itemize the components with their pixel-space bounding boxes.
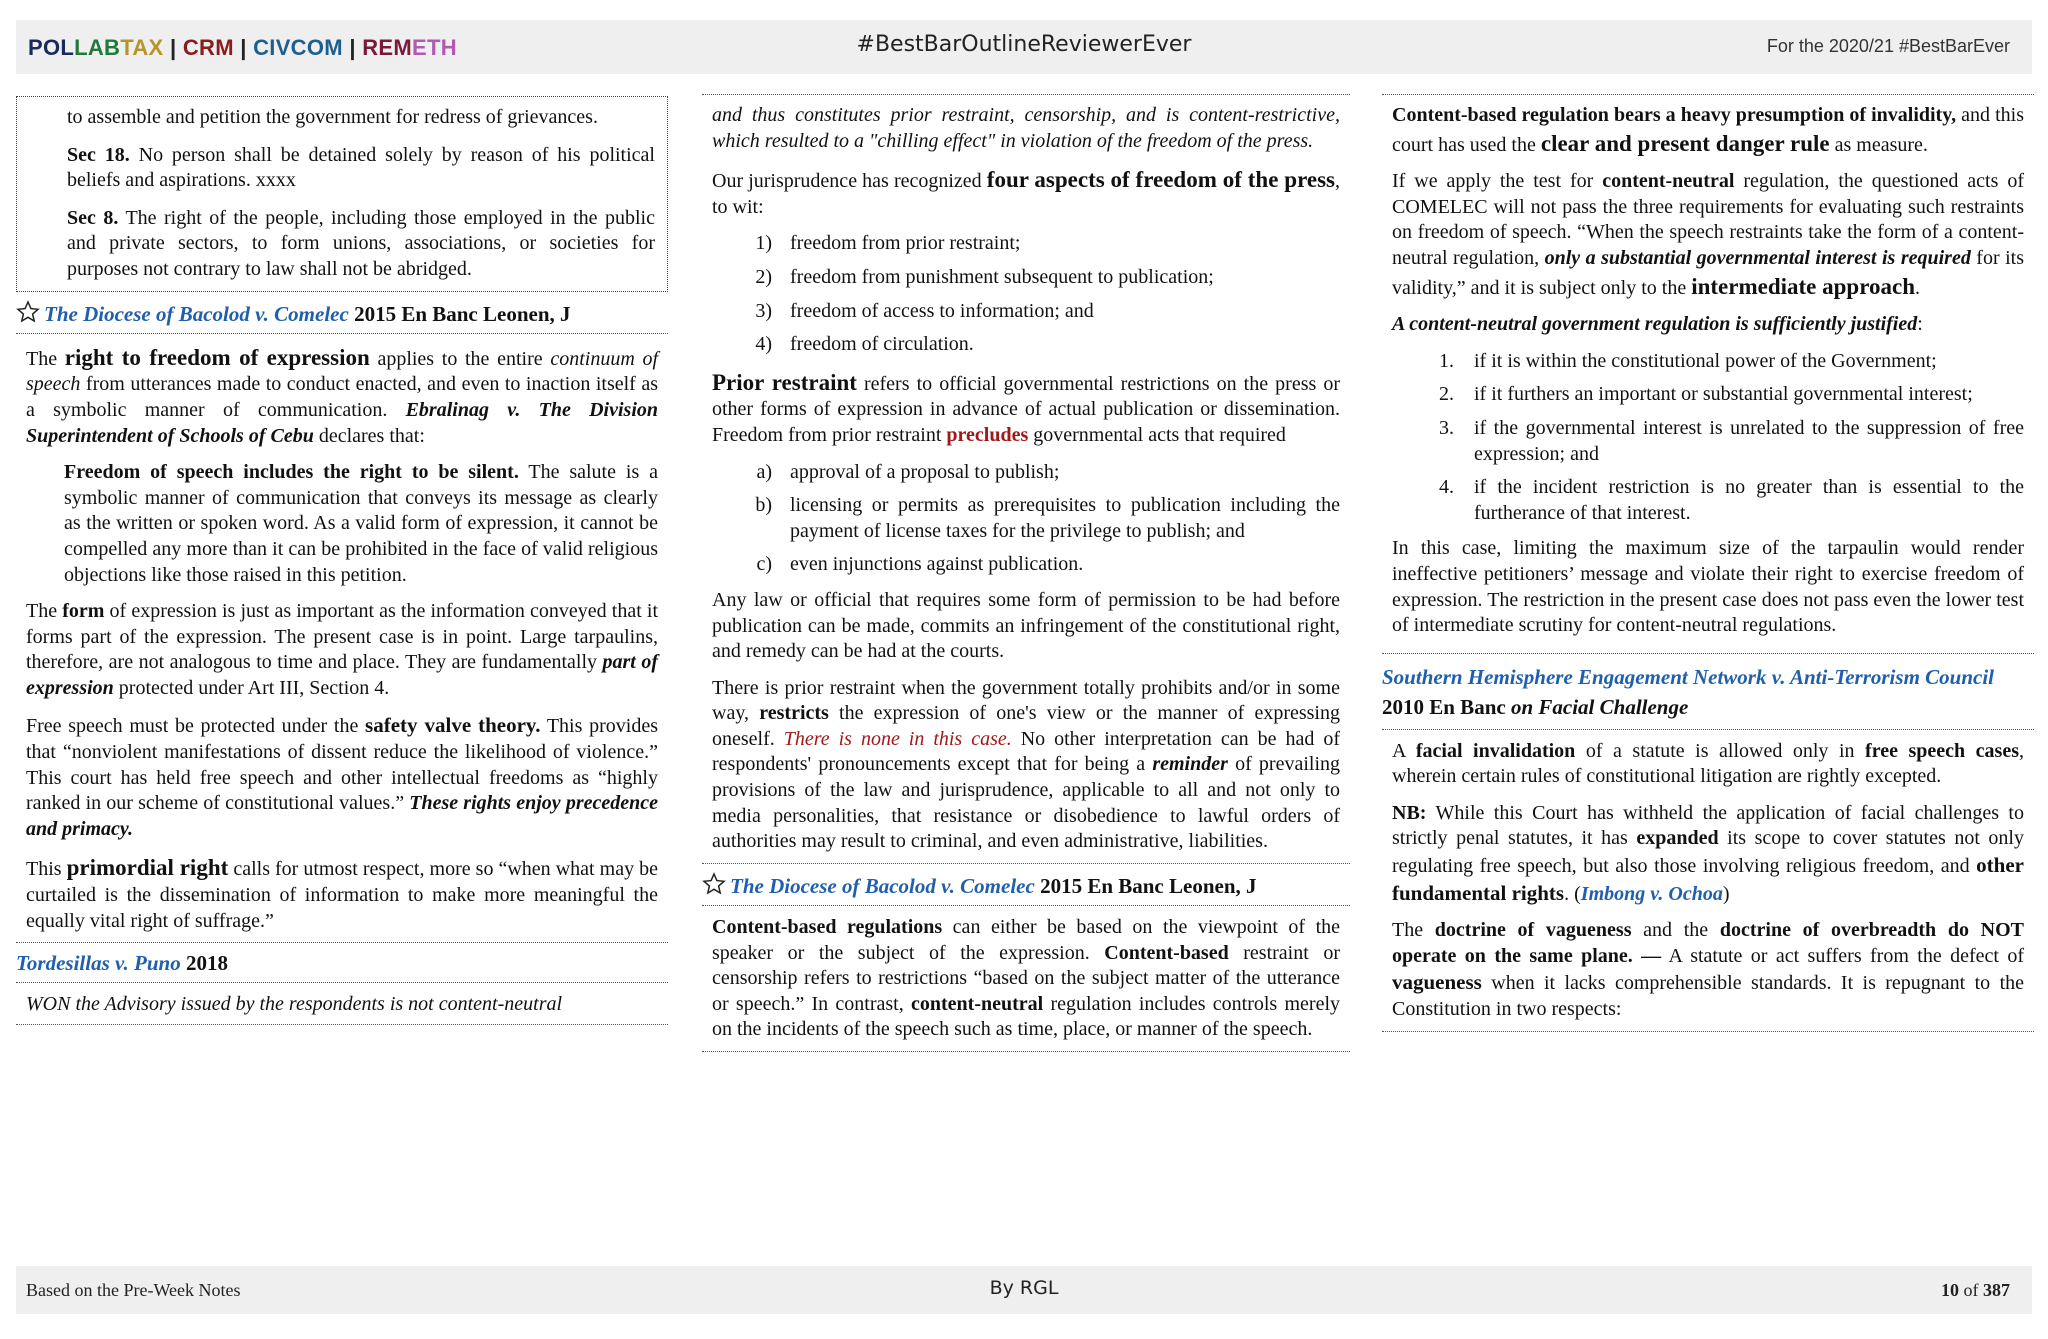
list-item	[1392, 349, 2024, 375]
divider	[702, 1051, 1350, 1052]
header-edition: For the 2020/21 #BestBarEver	[1766, 36, 2010, 56]
list-text: even injunctions against publication.	[790, 553, 1084, 576]
subject-tag: TAX	[120, 35, 164, 60]
case-heading-diocese: The Diocese of Bacolod v. Comelec 2015 En Banc Leonen, J	[702, 872, 1350, 899]
sec-18-paragraph: Sec 18. No person shall be detained solely by reason of his political beliefs and aspirations. xxxx	[67, 143, 655, 192]
list-item	[712, 332, 1340, 358]
list-marker: 3.	[1439, 416, 1454, 439]
list-item	[1392, 416, 2024, 467]
divider	[1382, 94, 2034, 95]
list-text: if the governmental interest is unrelated to the suppression of free expression; and	[1474, 416, 2024, 465]
paragraph: If we apply the test for content-neutral regulation, the questioned acts of COMELEC will not pass the three requirements for evaluating such restraints on freedom of speech. “When the speech restraints take the form of a content-neutral regulation, only a substantial governmental interest is required for its validity,” and it is subject only to the intermediate approach.	[1392, 170, 2024, 299]
list-item	[712, 299, 1340, 325]
list-marker: 2.	[1439, 383, 1454, 406]
list-text: freedom from punishment subsequent to publication;	[790, 265, 1214, 288]
list-marker: 1.	[1439, 349, 1454, 372]
divider	[16, 333, 668, 334]
paragraph: Free speech must be protected under the safety valve theory. This provides that “nonviolent manifestations of dissent reduce the likelihood of violence.” This court has held free speech and other intellectual freedoms as “highly ranked in our scheme of constitutional values.” These rights enjoy precedence and primacy.	[26, 713, 659, 840]
list-text: if it is within the constitutional power of the Government;	[1474, 349, 1937, 372]
list-marker: c)	[756, 553, 772, 576]
list-item	[712, 231, 1340, 257]
aspects-list	[712, 231, 1340, 357]
list-marker: 2)	[755, 265, 772, 288]
subject-tag: POL	[28, 35, 75, 60]
divider	[1382, 729, 2034, 730]
conditions-list	[1392, 349, 2024, 527]
list-item	[1392, 382, 2024, 408]
subject-tag: CIVCOM	[253, 35, 343, 60]
page-header	[16, 20, 2032, 74]
list-item	[1392, 475, 2024, 526]
list-text: approval of a proposal to publish;	[790, 460, 1060, 483]
paragraph: The form of expression is just as important as the information conveyed that it forms part of the expression. The present case is in point. Large tarpaulins, therefore, are not analogous to time and place. They are fundamentally part of expression protected under Art III, Section 4.	[26, 600, 659, 699]
case-heading-diocese: The Diocese of Bacolod v. Comelec 2015 En Banc Leonen, J	[16, 300, 668, 327]
divider	[16, 982, 668, 983]
subject-tag: |	[342, 35, 363, 60]
subject-tag: |	[163, 35, 183, 60]
paragraph: Content-based regulations can either be based on the viewpoint of the speaker or the subject of the expression. Content-based restraint or censorship refers to restrictions “based on the subject matter of the utterance or speech.” In contrast, content-neutral regulation includes controls merely on the incidents of the speech such as time, place, or manner of the speech.	[712, 916, 1340, 1041]
paragraph: Any law or official that requires some form of permission to be had before publication can be made, commits an infringement of the constitutional right, and remedy can be had at the courts.	[712, 588, 1340, 663]
star-icon	[16, 300, 40, 324]
paragraph: and thus constitutes prior restraint, censorship, and is content-restrictive, which resulted to a "chilling effect" in violation of the freedom of the press.	[712, 104, 1340, 152]
paragraph: A facial invalidation of a statute is allowed only in free speech cases, wherein certain rules of constitutional litigation are rightly excepted.	[1392, 739, 2024, 788]
list-text: if it furthers an important or substantial governmental interest;	[1474, 383, 1973, 406]
list-marker: b)	[755, 494, 772, 517]
list-text: if the incident restriction is no greater than is essential to the furtherance of that interest.	[1474, 476, 2024, 524]
divider	[16, 1024, 668, 1025]
paragraph: There is prior restraint when the government totally prohibits and/or in some way, restricts the expression of one's view or the manner of expressing oneself. There is none in this case. No other interpretation can be had of respondents' pronouncements except that for being a reminder of prevailing provisions of the law and jurisprudence, applicable to all and not only to media personalities, that resistance or disobedience to lawful orders of authorities may result to criminal, and even administrative, liabilities.	[712, 676, 1340, 853]
list-item	[712, 493, 1340, 544]
case-heading-tordesillas: Tordesillas v. Puno 2018	[16, 951, 228, 976]
subject-tag: CRM	[182, 35, 234, 60]
page-footer	[16, 1266, 2032, 1314]
header-hashtag: #BestBarOutlineReviewerEver	[856, 32, 1192, 57]
list-text: freedom of access to information; and	[790, 299, 1094, 322]
star-icon	[702, 872, 726, 896]
sec-8-paragraph: Sec 8. The right of the people, including those employed in the public and private sectors, to form unions, associations, or societies for purposes not contrary to law shall not be abridged.	[67, 206, 655, 280]
subject-tag: ETH	[412, 35, 457, 60]
case-heading-southern-hemisphere: Southern Hemisphere Engagement Network v. Anti-Terrorism Council 2010 En Banc on Facial Challenge	[1382, 664, 1995, 720]
list-text: freedom of circulation.	[790, 333, 974, 356]
divider	[1382, 1031, 2034, 1032]
page-number: 10 of 387	[1941, 1280, 2010, 1300]
divider	[1382, 653, 2034, 654]
acts-list	[712, 460, 1340, 578]
paragraph: The right to freedom of expression applies to the entire continuum of speech from utterances made to conduct enacted, and even to inaction itself as a symbolic manner of communication. Ebralinag v. The Division Superintendent of Schools of Cebu declares that:	[26, 344, 658, 447]
list-marker: 3)	[755, 299, 772, 322]
list-marker: 4)	[755, 333, 772, 356]
footer-author: By RGL	[989, 1277, 1059, 1299]
subject-tag: |	[233, 35, 254, 60]
list-item	[712, 460, 1340, 486]
paragraph: This primordial right calls for utmost respect, more so “when what may be curtailed is the dissemination of information to make more meaningful the equally vital right of suffrage.”	[26, 855, 658, 932]
paragraph: NB: While this Court has withheld the application of facial challenges to strictly penal statutes, it has expanded its scope to cover statutes not only regulating free speech, but also those involving religious freedom, and other fundamental rights. (Imbong v. Ochoa)	[1392, 801, 2024, 905]
footer-source: Based on the Pre-Week Notes	[26, 1280, 241, 1300]
divider	[702, 94, 1350, 95]
quote-paragraph: Freedom of speech includes the right to be silent. The salute is a symbolic manner of communication that conveys its message as clearly as the written or spoken word. As a valid form of expression, it cannot be compelled any more than it can be prohibited in the face of valid religious objections like those raised in this petition.	[64, 461, 658, 586]
list-marker: 4.	[1439, 476, 1454, 499]
list-marker: 1)	[755, 232, 772, 255]
paragraph: A content-neutral government regulation is sufficiently justified:	[1392, 313, 1923, 336]
list-item	[712, 265, 1340, 291]
divider	[702, 863, 1350, 864]
issue-statement: WON the Advisory issued by the respondents is not content-neutral	[26, 993, 563, 1016]
paragraph: In this case, limiting the maximum size of the tarpaulin would render ineffective petitioners’ message and violate their right to exercise freedom of expression. The restriction in the present case does not pass even the lower test of intermediate scrutiny for content-neutral regulations.	[1392, 537, 2024, 637]
divider	[16, 942, 668, 943]
paragraph: Prior restraint refers to official governmental restrictions on the press or other forms of expression in advance of actual publication or dissemination. Freedom from prior restraint precludes governmental acts that required	[712, 369, 1340, 446]
column-2	[702, 96, 1350, 1060]
subject-tag: REM	[362, 35, 412, 60]
column-1	[16, 96, 668, 1033]
list-item	[712, 552, 1340, 578]
list-text: freedom from prior restraint;	[790, 232, 1021, 255]
constitution-excerpt-box	[16, 96, 668, 292]
paragraph: The doctrine of vagueness and the doctrine of overbreadth do NOT operate on the same plane. — A statute or act suffers from the defect of vagueness when it lacks comprehensible standards. It is repugnant to the Constitution in two respects:	[1392, 919, 2025, 1020]
list-text: licensing or permits as prerequisites to publication including the payment of license taxes for the privilege to publish; and	[790, 494, 1340, 542]
paragraph: Content-based regulation bears a heavy presumption of invalidity, and this court has used the clear and present danger rule as measure.	[1392, 104, 2024, 156]
paragraph: Our jurisprudence has recognized four aspects of freedom of the press, to wit:	[712, 167, 1340, 218]
divider	[702, 905, 1350, 906]
column-3	[1382, 96, 2034, 1040]
subject-tag: LAB	[74, 35, 121, 60]
box-paragraph: to assemble and petition the government for redress of grievances.	[67, 106, 598, 128]
list-marker: a)	[756, 460, 772, 483]
